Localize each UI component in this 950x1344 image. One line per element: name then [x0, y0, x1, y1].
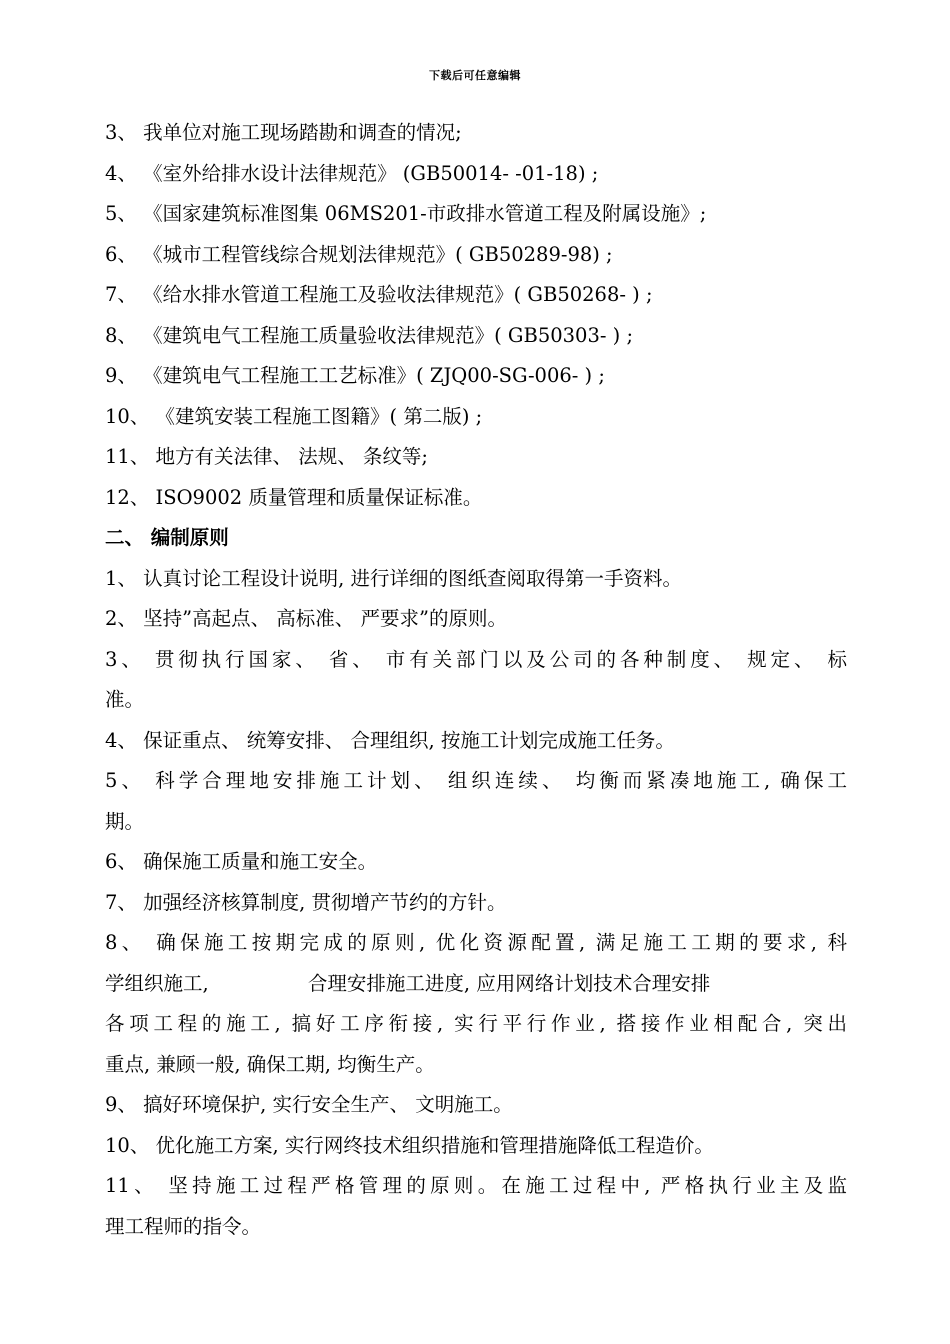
principle-item-5: 5、 科学合理地安排施工计划、 组织连续、 均衡而紧凑地施工, 确保工: [105, 769, 847, 792]
principle-item-3: 3、 贯彻执行国家、 省、 市有关部门以及公司的各种制度、 规定、 标: [105, 647, 847, 671]
principle-item-1: 1、 认真讨论工程设计说明, 进行详细的图纸查阅取得第一手资料。: [105, 566, 683, 590]
principle-item-8-cont-1: 学组织施工, 合理安排施工进度, 应用网络计划技术合理安排: [105, 971, 711, 995]
list-item-ref-9: 9、 《建筑电气工程施工工艺标准》( ZJQ00-SG-006- ) ;: [105, 364, 605, 387]
list-item-ref-11: 11、 地方有关法律、 法规、 条纹等;: [105, 445, 428, 468]
principle-item-8-cont-3: 重点, 兼顾一般, 确保工期, 均衡生产。: [105, 1052, 435, 1076]
principle-item-9: 9、 搞好环境保护, 实行安全生产、 文明施工。: [105, 1093, 513, 1116]
document-body: [105, 113, 847, 1247]
principle-item-3-cont: 准。: [105, 688, 145, 711]
principle-item-10: 10、 优化施工方案, 实行网终技术组织措施和管理措施降低工程造价。: [105, 1133, 714, 1157]
principle-item-2: 2、 坚持”高起点、 高标准、 严要求”的原则。: [105, 607, 507, 630]
principle-item-8: 8、 确保施工按期完成的原则, 优化资源配置, 满足施工工期的要求, 科: [105, 931, 847, 954]
principle-item-6: 6、 确保施工质量和施工安全。: [105, 850, 378, 873]
section-heading: 二、 编制原则: [105, 526, 229, 549]
list-item-ref-7: 7、 《给水排水管道工程施工及验收法律规范》( GB50268- ) ;: [105, 283, 653, 306]
list-item-ref-5: 5、 《国家建筑标准图集 06MS201-市政排水管道工程及附属设施》;: [105, 202, 707, 225]
list-item-ref-8: 8、 《建筑电气工程施工质量验收法律规范》( GB50303- ) ;: [105, 323, 634, 347]
principle-item-4: 4、 保证重点、 统筹安排、 合理组织, 按施工计划完成施工任务。: [105, 728, 675, 752]
principle-item-8-cont-2: 各项工程的施工, 搞好工序衔接, 实行平行作业, 搭接作业相配合, 突出: [105, 1012, 847, 1035]
list-item-ref-4: 4、 《室外给排水设计法律规范》 (GB50014- -01-18) ;: [105, 161, 599, 185]
list-item-ref-10: 10、 《建筑安装工程施工图籍》( 第二版) ;: [105, 404, 483, 428]
principle-item-11: 11、 坚持施工过程严格管理的原则。在施工过程中, 严格执行业主及监: [105, 1174, 847, 1197]
page-header: 下载后可任意编辑: [429, 69, 521, 82]
principle-item-5-cont: 期。: [105, 809, 145, 833]
list-item-ref-3: 3、 我单位对施工现场踏勘和调查的情况;: [105, 121, 462, 144]
principle-item-7: 7、 加强经济核算制度, 贯彻增产节约的方针。: [105, 890, 507, 914]
list-item-ref-6: 6、 《城市工程管线综合规划法律规范》( GB50289-98) ;: [105, 242, 613, 266]
list-item-ref-12: 12、 ISO9002 质量管理和质量保证标准。: [105, 485, 483, 509]
principle-item-11-cont: 理工程师的指令。: [105, 1214, 262, 1238]
